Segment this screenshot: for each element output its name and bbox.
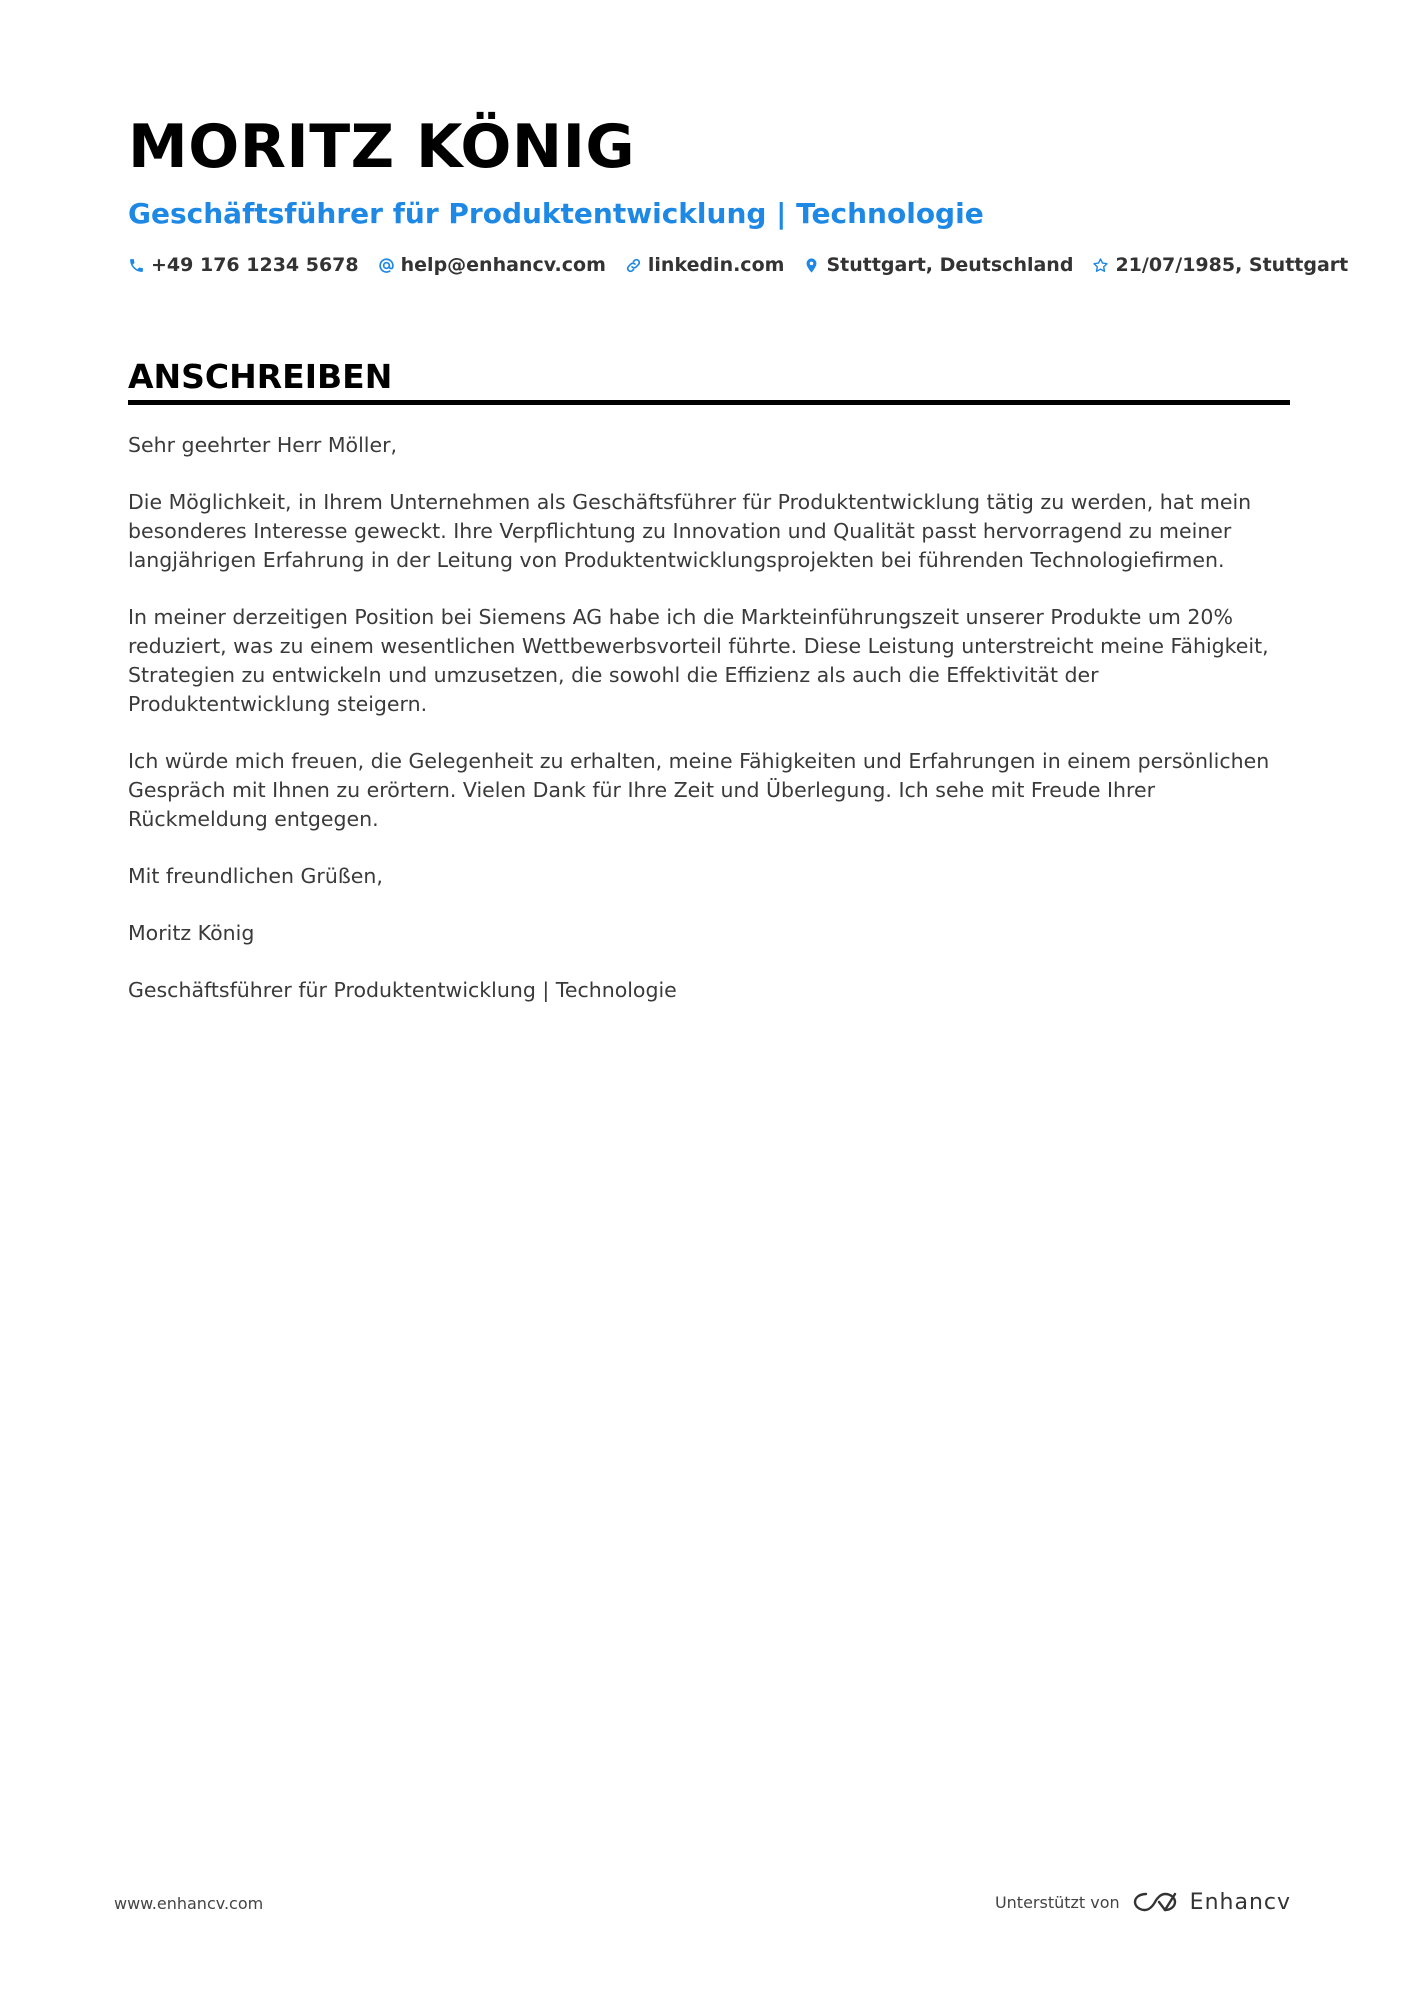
contact-birth <box>1092 254 1348 276</box>
resume-page <box>128 110 1349 1033</box>
signature-title: Geschäftsführer für Produktentwicklung | Technologie <box>128 978 677 1002</box>
phone-icon <box>128 257 145 274</box>
signature-name: Moritz König <box>128 921 255 945</box>
contact-email[interactable] <box>378 254 606 276</box>
contact-location <box>803 254 1073 276</box>
star-icon <box>1092 257 1109 274</box>
candidate-name: MORITZ KÖNIG <box>128 112 636 182</box>
letter-paragraph: Die Möglichkeit, in Ihrem Unternehmen als Geschäftsführer für Produktentwicklung tätig zu werden, hat mein besonderes Interesse geweckt. Ihre Verpflichtung zu Innovation und Qualität passt hervorragend zu meiner langjährigen Erfahrung in der Leitung von Produktentwicklungsprojekten bei führenden Technologiefirmen. <box>128 490 1252 572</box>
contact-birth-text: 21/07/1985, Stuttgart <box>1115 254 1349 276</box>
at-icon <box>378 257 395 274</box>
enhancv-logo-icon <box>1132 1889 1178 1915</box>
footer-branding[interactable] <box>995 1889 1291 1915</box>
footer-website[interactable]: www.enhancv.com <box>114 1894 264 1913</box>
contact-bar <box>128 254 1349 276</box>
footer-brand-name: Enhancv <box>1189 1889 1291 1915</box>
contact-linkedin-text: linkedin.com <box>647 254 785 276</box>
contact-location-text: Stuttgart, Deutschland <box>826 254 1074 276</box>
contact-phone <box>128 254 359 276</box>
letter-paragraph: In meiner derzeitigen Position bei Siemens AG habe ich die Markteinführungszeit unserer Produkte um 20% reduziert, was zu einem wesentlichen Wettbewerbsvorteil führte. Diese Leistung unterstreicht meine Fähigkeit, Strategien zu entwickeln und umzusetzen, die sowohl die Effizienz als auch die Effektivität der Produktentwicklung steigern. <box>128 605 1269 716</box>
section-title-cover-letter: ANSCHREIBEN <box>128 356 1290 405</box>
letter-greeting: Sehr geehrter Herr Möller, <box>128 433 398 457</box>
contact-phone-text: +49 176 1234 5678 <box>151 254 359 276</box>
footer-powered-by: Unterstützt von <box>994 1892 1120 1912</box>
link-icon <box>625 257 642 274</box>
location-pin-icon <box>803 257 820 274</box>
contact-email-text: help@enhancv.com <box>400 254 606 276</box>
letter-body <box>128 431 1290 1005</box>
letter-closing: Mit freundlichen Grüßen, <box>128 864 383 888</box>
contact-linkedin[interactable] <box>625 254 785 276</box>
candidate-title: Geschäftsführer für Produktentwicklung | Technologie <box>128 197 984 230</box>
letter-paragraph: Ich würde mich freuen, die Gelegenheit zu erhalten, meine Fähigkeiten und Erfahrungen in einem persönlichen Gespräch mit Ihnen zu erörtern. Vielen Dank für Ihre Zeit und Überlegung. Ich sehe mit Freude Ihrer Rückmeldung entgegen. <box>128 749 1270 831</box>
